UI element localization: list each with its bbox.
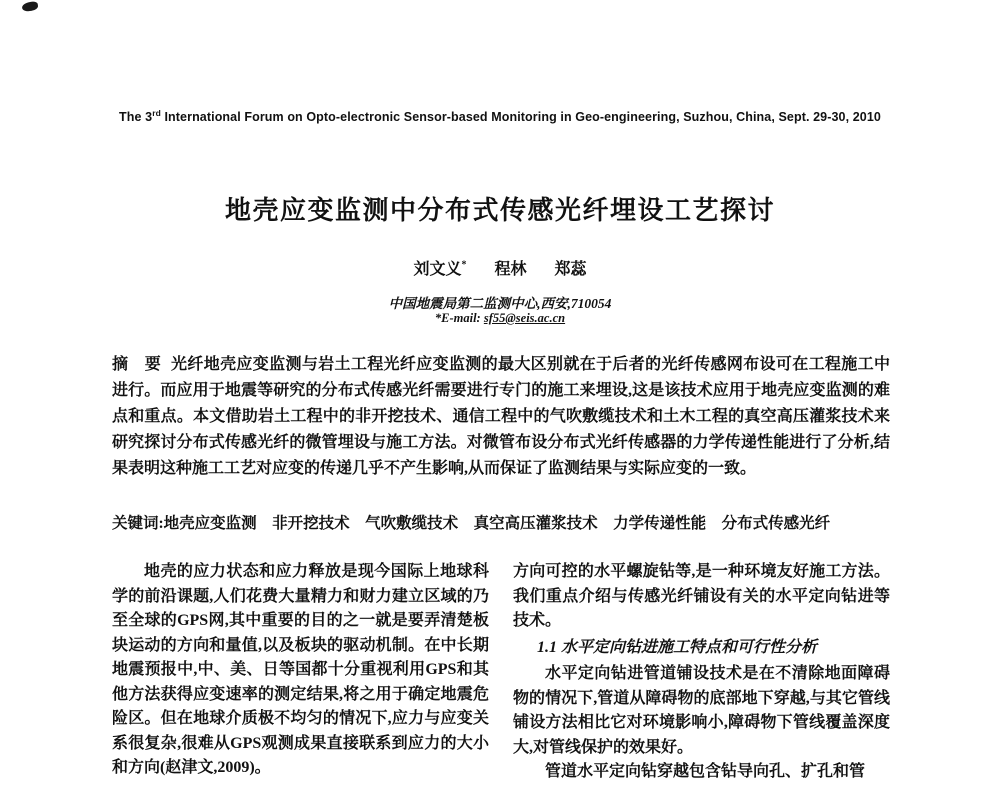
section-heading-1-1: 1.1 水平定向钻进施工特点和可行性分析 xyxy=(537,638,818,656)
conference-header xyxy=(0,108,1000,124)
paper-title: 地壳应变监测中分布式传感光纤埋设工艺探讨 xyxy=(224,195,775,225)
keywords-text: 地壳应变监测 非开挖技术 气吹敷缆技术 真空高压灌浆技术 力学传递性能 分布式传感光纤 xyxy=(163,515,831,532)
conference-header-prefix: The 3 xyxy=(119,110,153,125)
abstract xyxy=(112,352,890,482)
left-column xyxy=(112,560,489,785)
conference-header-superscript: rd xyxy=(152,108,161,118)
paragraph-hdd-steps: 管道水平定向钻穿越包含钻导向孔、扩孔和管 xyxy=(545,763,866,780)
paragraph-intro: 地壳的应力状态和应力释放是现今国际上地球科学的前沿课题,人们花费大量精力和财力建立区域的乃至全球的GPS网,其中重要的目的之一就是要弄清楚板块运动的方向和量值,以及板块的驱动机制。在中长期地震预报中,中、美、日等国都十分重视利用GPS和其他方法获得应变速率的测定结果,将之用于确定地震危险区。但在地球介质极不均匀的情况下,应力与应变关系很复杂,很难从GPS观测成果直接联系到应力的大小和方向(赵津文,2009)。 xyxy=(112,563,489,776)
email-link[interactable]: sf55@seis.ac.cn xyxy=(483,311,566,325)
author-name-3: 郑蕊 xyxy=(554,261,587,278)
abstract-label: 摘 要 xyxy=(112,356,162,373)
author-name-2: 程林 xyxy=(494,261,527,278)
email-label: *E-mail: xyxy=(434,311,484,325)
corresponding-author-asterisk: * xyxy=(461,259,467,271)
affiliation: 中国地震局第二监测中心,西安,710054 xyxy=(388,296,612,311)
author-name-1-text: 刘文义 xyxy=(413,261,462,278)
right-column xyxy=(513,560,890,785)
abstract-text: 光纤地壳应变监测与岩土工程光纤应变监测的最大区别就在于后者的光纤传感网布设可在工程施工中进行。而应用于地震等研究的分布式传感光纤需要进行专门的施工来埋设,这是该技术应用于地壳应变监测的难点和重点。本文借助岩土工程中的非开挖技术、通信工程中的气吹敷缆技术和土木工程的真空高压灌浆技术来研究探讨分布式传感光纤的微管埋设与施工方法。对微管布设分布式光纤传感器的力学传递性能进行了分析,结果表明这种施工工艺对应变的传递几乎不产生影响,从而保证了监测结果与实际应变的一致。 xyxy=(112,356,890,477)
scan-artifact xyxy=(21,1,38,12)
author-name-1 xyxy=(413,261,466,278)
keywords-label: 关键词: xyxy=(112,515,164,532)
body-columns xyxy=(112,560,890,785)
paragraph-continuation: 方向可控的水平螺旋钻等,是一种环境友好施工方法。我们重点介绍与传感光纤铺设有关的水平定向钻进等技术。 xyxy=(513,563,890,629)
authors-line xyxy=(0,256,1000,279)
keywords-line xyxy=(112,512,890,536)
email-line xyxy=(0,311,1000,326)
conference-header-rest: International Forum on Opto-electronic Sensor-based Monitoring in Geo-engineering, Suzhou, China, Sept. 29-30, 2010 xyxy=(160,110,881,125)
paragraph-hdd-intro: 水平定向钻进管道铺设技术是在不清除地面障碍物的情况下,管道从障碍物的底部地下穿越,与其它管线铺设方法相比它对环境影响小,障碍物下管线覆盖深度大,对管线保护的效果好。 xyxy=(513,665,890,756)
